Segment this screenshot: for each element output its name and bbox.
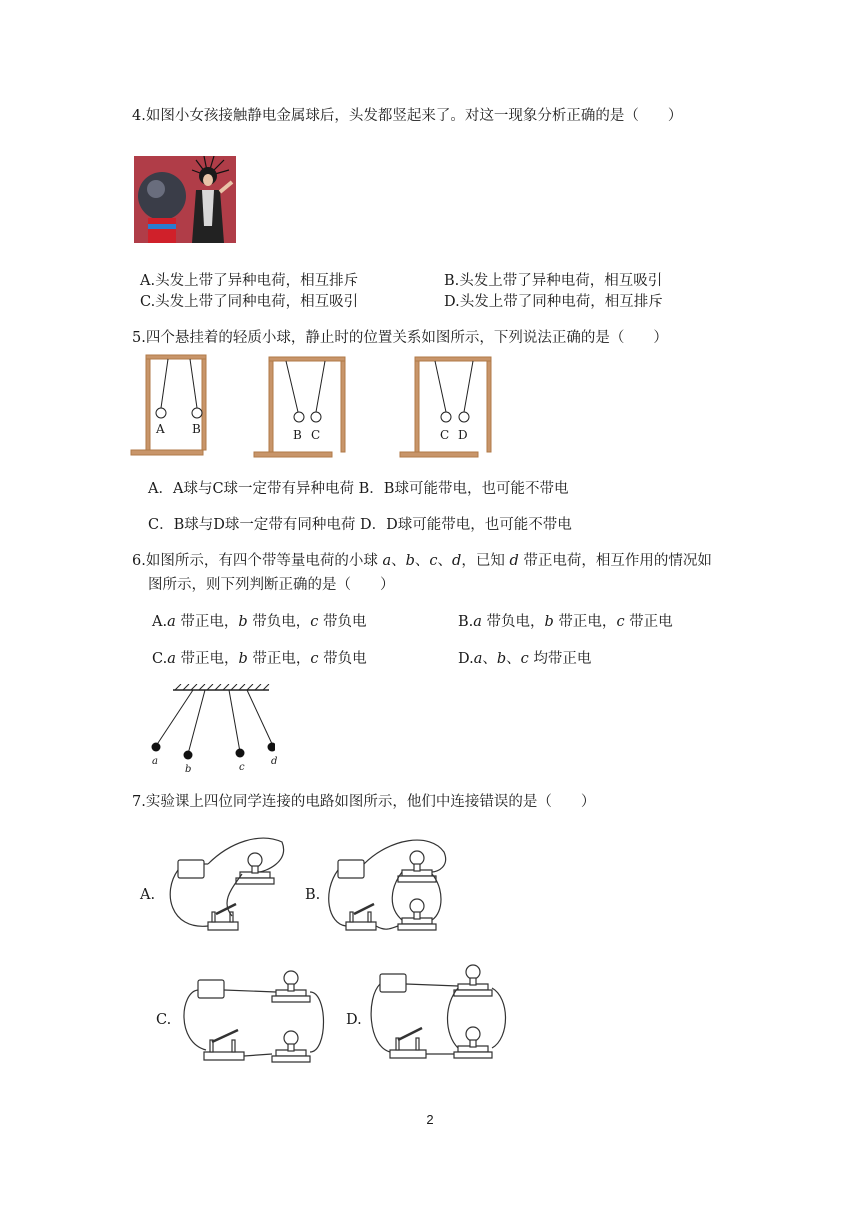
- q7-label-b: B.: [305, 887, 321, 903]
- circuit-a: [160, 832, 292, 944]
- circuit-c: [172, 962, 332, 1074]
- ball-label-d: d: [271, 756, 278, 767]
- q6-option-b: B.a 带负电，b 带正电，c 带正电: [458, 614, 673, 630]
- q7-label-d: D.: [346, 1012, 362, 1028]
- ball-label-a: a: [152, 756, 158, 767]
- ball-a: [152, 743, 161, 752]
- q4-option-a: A.头发上带了异种电荷，相互排斥: [140, 273, 359, 289]
- ball-label: B: [293, 428, 302, 442]
- ball-label: B: [192, 422, 201, 436]
- ball-label: D: [458, 428, 468, 442]
- q4-stem: 4.如图小女孩接触静电金属球后，头发都竖起来了。对这一现象分析正确的是（ ）: [132, 108, 683, 124]
- ball-label-c: c: [239, 762, 245, 773]
- circuit-b: [320, 832, 452, 944]
- q4-option-c: C.头发上带了同种电荷，相互吸引: [140, 294, 359, 310]
- ball-c: [236, 749, 245, 758]
- ball-label-b: b: [185, 764, 192, 775]
- ball-label: C: [440, 428, 450, 442]
- circuit-d: [366, 958, 526, 1074]
- q5-options-line2: C．B球与D球一定带有同种电荷 D．D球可能带电，也可能不带电: [148, 517, 572, 533]
- q7-label-c: C.: [156, 1012, 172, 1028]
- page-number: 2: [426, 1112, 434, 1127]
- q7-stem: 7.实验课上四位同学连接的电路如图所示，他们中连接错误的是（ ）: [132, 794, 596, 810]
- q5-stem: 5.四个悬挂着的轻质小球，静止时的位置关系如图所示，下列说法正确的是（ ）: [132, 330, 668, 346]
- ball-label: A: [156, 422, 165, 436]
- q4-option-b: B.头发上带了异种电荷，相互吸引: [444, 273, 663, 289]
- q7-label-a: A.: [140, 887, 156, 903]
- q5-options-line1: A．A球与C球一定带有异种电荷 B．B球可能带电，也可能不带电: [148, 481, 569, 497]
- q6-figure: [145, 684, 278, 775]
- q6-option-a: A.a 带正电，b 带负电，c 带负电: [152, 614, 367, 630]
- q4-option-d: D.头发上带了同种电荷，相互排斥: [444, 294, 663, 310]
- q6-option-d: D.a、b、c 均带正电: [458, 651, 592, 667]
- q5-figure: [128, 354, 518, 466]
- ball-b: [184, 751, 193, 760]
- ball-d: [268, 743, 276, 752]
- stand-1: [131, 355, 206, 455]
- q6-option-c: C.a 带正电，b 带正电，c 带负电: [152, 651, 367, 667]
- q6-stem-line1: 6.如图所示，有四个带等量电荷的小球 a、b、c、d，已知 d 带正电荷，相互作用的情况如: [132, 553, 712, 569]
- q4-photo: [134, 156, 236, 243]
- ball-label: C: [311, 428, 321, 442]
- q6-stem-line2: 图所示，则下列判断正确的是（ ）: [148, 577, 395, 593]
